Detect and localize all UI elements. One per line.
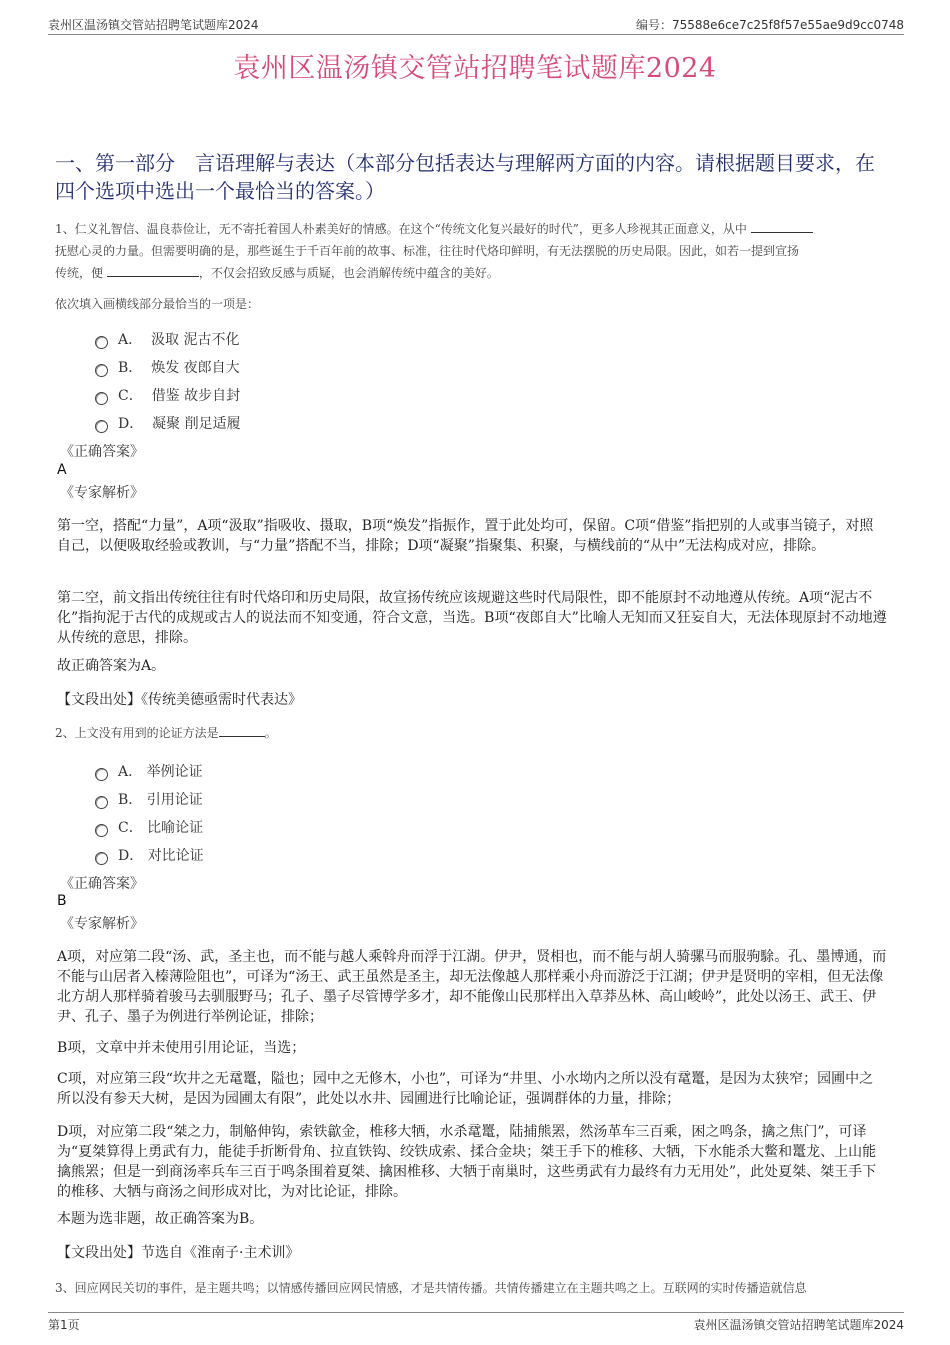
question-3-stem: 3、回应网民关切的事件，是主题共鸣；以情感传播回应网民情感，才是共情传播。共情传播建立在主题共鸣之上。互联网的实时传播造就信息 [55, 1281, 807, 1295]
page-header [48, 12, 904, 35]
q1-option-d[interactable]: D． 凝聚 削足适履 [95, 409, 241, 437]
section-heading: 一、第一部分 言语理解与表达（本部分包括表达与理解两方面的内容。请根据题目要求，在四个选项中选出一个最恰当的答案。） [55, 151, 875, 203]
q2-source: 【文段出处】节选自《淮南子·主术训》 [57, 1245, 300, 1261]
q1-option-b[interactable]: B． 焕发 夜郎自大 [95, 353, 241, 381]
q1-options [95, 325, 241, 437]
radio-icon[interactable] [95, 420, 108, 433]
radio-icon[interactable] [95, 336, 108, 349]
q2-analysis-p4: D项，对应第二段“桀之力，制觡伸钩，索铁歙金，椎移大牺，水杀鼋鼍，陆捕熊罴，然汤革车三百乘，困之鸣条，擒之焦门”，可译为“夏桀算得上勇武有力，能徒手折断骨角、拉直铁钩、绞铁成索、揉合金块；桀王手下的椎移、大牺，下水能杀大鳖和鼍龙、上山能擒熊罴；但是一到商汤率兵车三百于鸣条围着夏桀、擒困椎移、大牺于南巢时，这些勇武有力最终有力无用处”，此处夏桀、桀王手下的椎移、大牺与商汤之间形成对比，为对比论证，排除。 [57, 1124, 877, 1200]
q2-options [95, 757, 204, 869]
q2-option-b[interactable]: B． 引用论证 [95, 785, 204, 813]
q2-analysis-p3: C项，对应第三段“坎井之无鼋鼍，隘也；园中之无修木，小也”，可译为“井里、小水坳内之所以没有鼋鼍，是因为太狭窄；园圃中之所以没有参天大树，是因为园圃太有限”，此处以水井、园圃进行比喻论证，强调群体的力量，排除； [57, 1071, 874, 1107]
q2-analysis-label: 《专家解析》 [60, 916, 144, 932]
radio-icon[interactable] [95, 796, 108, 809]
q1-answer: A [57, 462, 67, 478]
q1-line-2: 抚慰心灵的力量。但需要明确的是，那些诞生于千百年前的故事、标准，往往时代烙印鲜明，有无法摆脱的历史局限。因此，如若一提到宣扬 [55, 244, 800, 258]
q2-option-d[interactable]: D． 对比论证 [95, 841, 204, 869]
header-doc-id: 编号：75588e6ce7c25f8f57e55ae9d9cc0748 [635, 18, 904, 32]
q1-option-a[interactable]: A． 汲取 泥古不化 [95, 325, 241, 353]
q1-line-3b: ，不仅会招致反感与质疑，也会消解传统中蕴含的美好。 [198, 266, 499, 280]
question-1-stem [55, 218, 895, 284]
q2-option-c[interactable]: C． 比喻论证 [95, 813, 204, 841]
q1-option-c[interactable]: C． 借鉴 故步自封 [95, 381, 241, 409]
radio-icon[interactable] [95, 852, 108, 865]
q1-prompt: 依次填入画横线部分最恰当的一项是： [55, 297, 260, 311]
q2-option-a[interactable]: A． 举例论证 [95, 757, 204, 785]
q2-answer: B [57, 893, 67, 909]
q2-analysis-p5: 本题为选非题，故正确答案为B。 [57, 1211, 264, 1227]
q1-analysis-label: 《专家解析》 [60, 485, 144, 501]
q1-line-1: 1、仁义礼智信、温良恭俭让，无不寄托着国人朴素美好的情感。在这个“传统文化复兴最好的时代”，更多人珍视其正面意义，从中 [55, 222, 747, 236]
radio-icon[interactable] [95, 824, 108, 837]
footer-page-number: 第1页 [48, 1318, 80, 1332]
q1-blank-1 [751, 219, 813, 233]
question-2-stem: 2、上文没有用到的论证方法是 。 [55, 722, 895, 744]
q1-line-3a: 传统，便 [55, 266, 104, 280]
radio-icon[interactable] [95, 392, 108, 405]
page-footer [48, 1312, 904, 1335]
q2-analysis-p1: A项，对应第二段“汤、武，圣主也，而不能与越人乘斡舟而浮于江湖。伊尹，贤相也，而不能与胡人骑骡马而服驹駼。孔、墨博通，而不能与山居者入榛薄险阻也”，可译为“汤王、武王虽然是圣主，却无法像越人那样乘小舟而游泛于江湖；伊尹是贤明的宰相，但无法像北方胡人那样骑着骏马去驯服野马；孔子、墨子尽管博学多才，却不能像山民那样出入草莽丛林、高山峻岭”，此处以汤王、武王、伊尹、孔子、墨子为例进行举例论证，排除； [57, 949, 887, 1025]
q2-answer-label: 《正确答案》 [60, 876, 144, 892]
q1-analysis-p3: 故正确答案为A。 [57, 658, 166, 674]
q1-analysis-p2: 第二空，前文指出传统往往有时代烙印和历史局限，故宣扬传统应该规避这些时代局限性，即不能原封不动地遵从传统。A项“泥古不化”指拘泥于古代的成规或古人的说法而不知变通，符合文意，当选。B项“夜郎自大”比喻人无知而又狂妄自大，无法体现原封不动地遵从传统的意思，排除。 [57, 590, 887, 646]
q1-analysis-p1: 第一空，搭配“力量”，A项“汲取”指吸收、摄取，B项“焕发”指振作，置于此处均可，保留。C项“借鉴”指把别的人或事当镜子，对照自己，以便吸取经验或教训，与“力量”搭配不当，排除；D项“凝聚”指聚集、积聚，与横线前的“从中”无法构成对应，排除。 [57, 518, 874, 554]
page-title: 袁州区温汤镇交管站招聘笔试题库2024 [233, 53, 717, 84]
radio-icon[interactable] [95, 364, 108, 377]
header-doc-title: 袁州区温汤镇交管站招聘笔试题库2024 [48, 18, 259, 32]
q1-blank-2 [107, 263, 199, 277]
radio-icon[interactable] [95, 768, 108, 781]
q1-answer-label: 《正确答案》 [60, 444, 144, 460]
q2-analysis-p2: B项，文章中并未使用引用论证，当选； [57, 1040, 306, 1056]
q2-blank [219, 723, 265, 737]
q1-source: 【文段出处】《传统美德亟需时代表达》 [57, 692, 302, 708]
footer-doc-title: 袁州区温汤镇交管站招聘笔试题库2024 [693, 1318, 904, 1332]
